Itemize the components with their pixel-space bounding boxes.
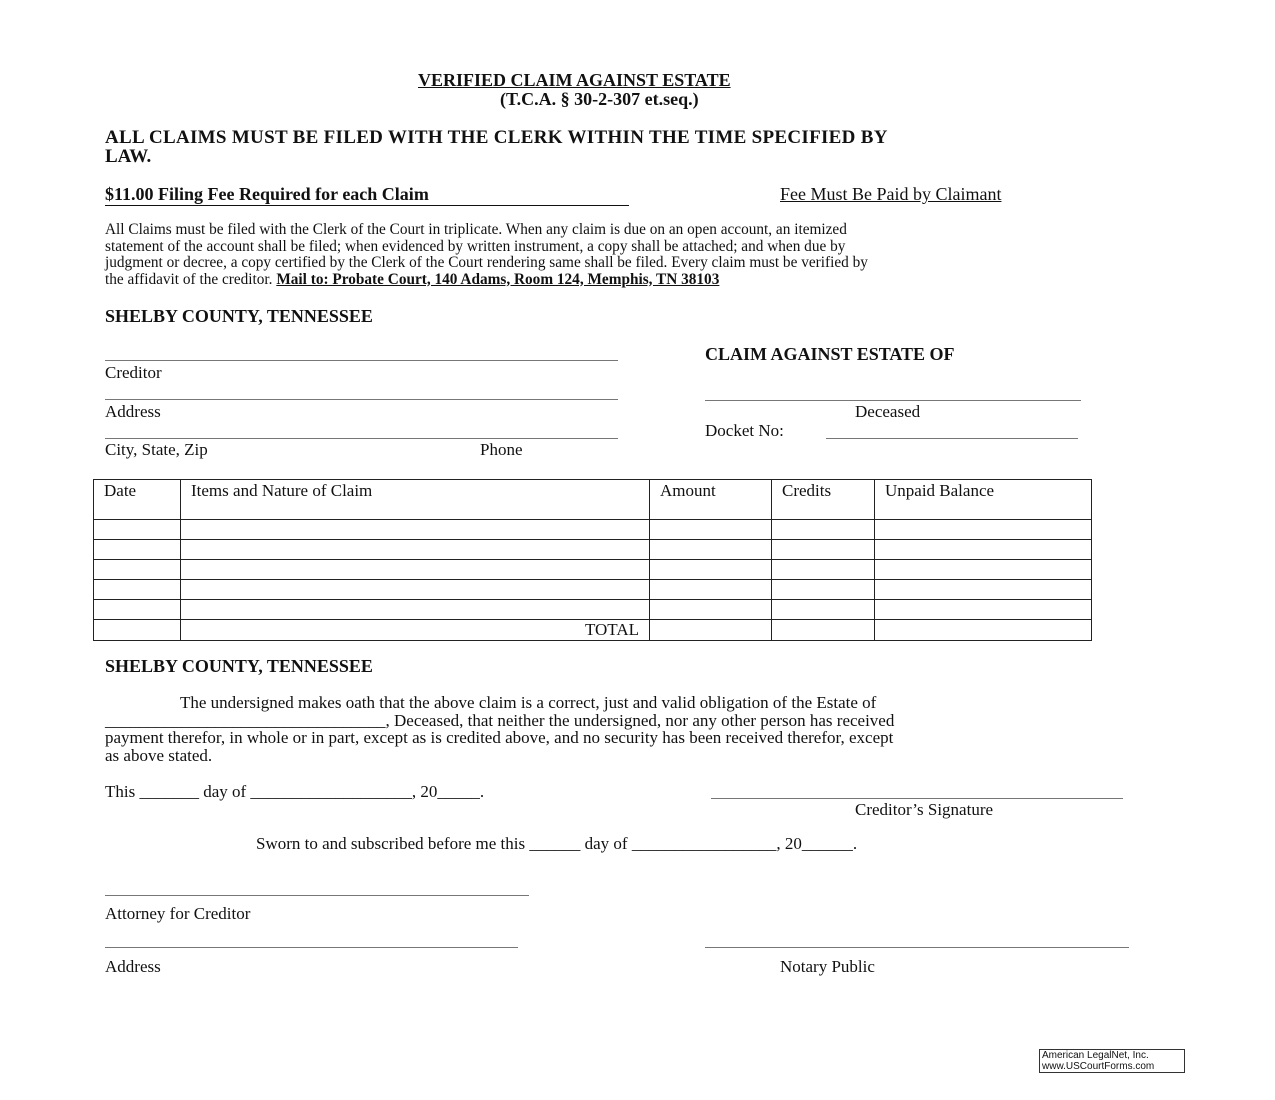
publisher-footer [1039,1049,1185,1073]
city-label: City, State, Zip [105,440,208,459]
claim-table [93,479,1092,641]
instructions [105,222,868,288]
creditor-field[interactable] [105,360,618,361]
table-row[interactable] [94,520,1092,540]
header-credits: Credits [772,480,875,520]
table-row[interactable] [94,580,1092,600]
date-line[interactable]: This _______ day of ___________________, 20_____. [105,782,485,801]
instructions-line: the affidavit of the creditor. [105,270,277,288]
instructions-line: All Claims must be filed with the Clerk of the Court in triplicate. When any claim is due on an open account, an itemized [105,221,847,238]
address-field[interactable] [105,399,618,400]
warning-2: LAW. [105,146,152,167]
header-date: Date [94,480,181,520]
header-unpaid: Unpaid Balance [875,480,1092,520]
notary-label: Notary Public [780,957,875,976]
fee-notice: $11.00 Filing Fee Required for each Claim [105,184,629,206]
publisher-name: American LegalNet, Inc. [1042,1050,1149,1061]
table-row[interactable] [94,540,1092,560]
instructions-line: statement of the account shall be filed; when evidenced by written instrument, a copy shall be attached; and when due by [105,237,846,255]
attorney-label: Attorney for Creditor [105,904,251,923]
address-field-2[interactable] [105,947,518,948]
docket-field[interactable] [826,438,1078,439]
sworn-line[interactable]: Sworn to and subscribed before me this ______ day of _________________, 20______. [256,834,858,853]
table-header-row [94,480,1092,520]
oath-line: as above stated. [105,745,213,765]
county-heading: SHELBY COUNTY, TENNESSEE [105,306,373,326]
oath-text [105,694,894,764]
attorney-field[interactable] [105,895,529,896]
table-row[interactable] [94,560,1092,580]
notary-field[interactable] [705,947,1129,948]
phone-label: Phone [480,440,523,459]
instructions-line: judgment or decree, a copy certified by the Clerk of the Court rendering same shall be filed. Every claim must be verified by [105,254,868,271]
oath-line: payment therefor, in whole or in part, except as is credited above, and no security has been received therefor, except [105,728,894,747]
publisher-url: www.USCourtForms.com [1042,1061,1155,1072]
creditor-label: Creditor [105,363,162,382]
total-row[interactable] [94,620,1092,641]
city-state-zip-field[interactable] [105,438,618,439]
claim-against-heading: CLAIM AGAINST ESTATE OF [705,344,955,364]
header-items: Items and Nature of Claim [181,480,650,520]
address-label: Address [105,402,161,421]
oath-line: _________________________________, Deceased, that neither the undersigned, nor any other person has received [105,710,895,730]
form-title: VERIFIED CLAIM AGAINST ESTATE [418,70,731,90]
creditor-signature-field[interactable] [711,798,1123,799]
county-heading-2: SHELBY COUNTY, TENNESSEE [105,656,373,676]
docket-label: Docket No: [705,421,784,440]
oath-line: The undersigned makes oath that the above claim is a correct, just and valid obligation of the Estate of [180,693,877,712]
header-amount: Amount [650,480,772,520]
fee-note: Fee Must Be Paid by Claimant [780,184,1002,204]
mail-to-address: Mail to: Probate Court, 140 Adams, Room 124, Memphis, TN 38103 [276,270,720,288]
total-label: TOTAL [181,620,650,641]
table-row[interactable] [94,600,1092,620]
deceased-label: Deceased [855,402,921,421]
deceased-field[interactable] [705,400,1081,401]
warning: ALL CLAIMS MUST BE FILED WITH THE CLERK WITHIN THE TIME SPECIFIED BY [105,127,888,148]
creditor-signature-label: Creditor’s Signature [855,800,994,819]
address-label-2: Address [105,957,161,976]
statute: (T.C.A. § 30-2-307 et.seq.) [500,89,699,109]
